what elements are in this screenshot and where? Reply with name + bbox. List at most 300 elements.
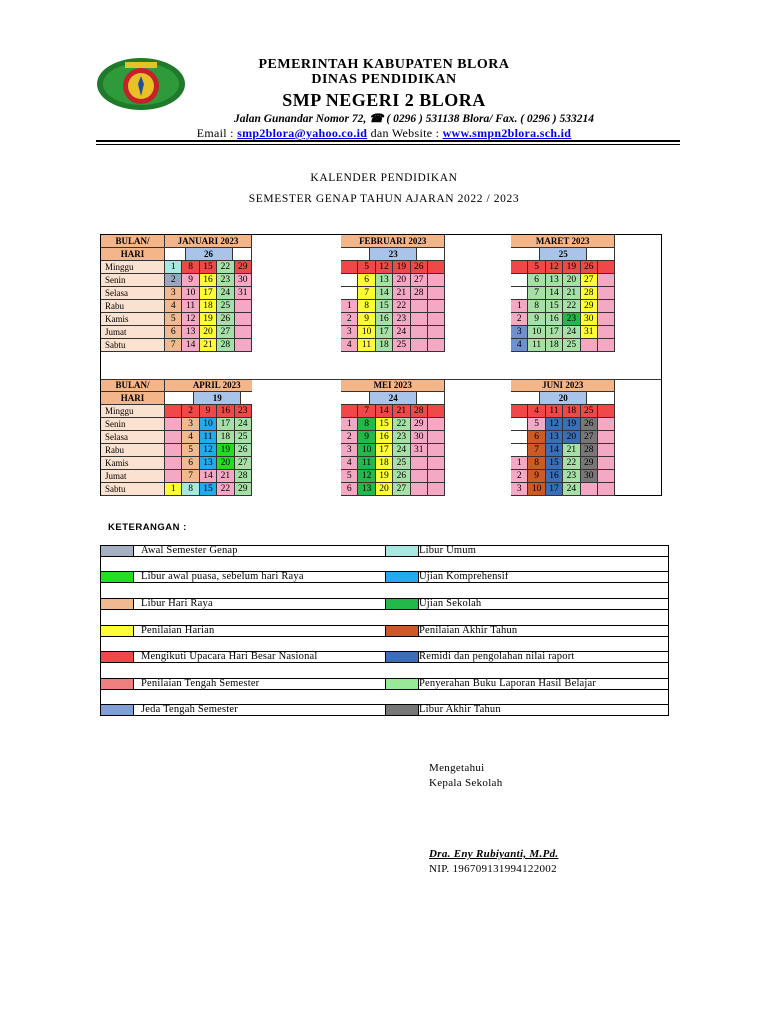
day-label: Selasa [101, 431, 165, 444]
date-cell: 22 [393, 418, 410, 431]
hari-label: HARI [101, 392, 165, 405]
date-cell: 9 [182, 274, 199, 287]
legend-spacer [100, 557, 669, 571]
date-cell: 17 [376, 444, 393, 457]
month-name: MARET 2023 [511, 235, 615, 248]
date-cell: 31 [235, 287, 252, 300]
header-government: PEMERINTAH KABUPATEN BLORA [258, 57, 510, 72]
month-name: FEBRUARI 2023 [341, 235, 445, 248]
day-label: Minggu [101, 405, 165, 418]
date-cell [411, 313, 428, 326]
date-cell: 8 [358, 300, 375, 313]
date-cell: 20 [200, 326, 217, 339]
date-cell: 8 [182, 261, 199, 274]
legend-row [100, 571, 669, 583]
date-cell [598, 274, 615, 287]
date-cell: 22 [393, 300, 410, 313]
date-cell: 3 [341, 326, 358, 339]
date-cell [165, 418, 182, 431]
date-cell: 8 [182, 483, 199, 496]
legend-swatch [385, 652, 419, 662]
date-cell [411, 339, 428, 352]
date-cell: 16 [200, 274, 217, 287]
date-cell [411, 457, 428, 470]
date-cell: 29 [235, 483, 252, 496]
legend-row [100, 678, 669, 690]
date-cell: 24 [563, 326, 580, 339]
legend-label: Ujian Sekolah [419, 598, 482, 609]
legend-spacer [100, 663, 669, 678]
date-cell: 11 [358, 339, 375, 352]
date-cell: 18 [376, 457, 393, 470]
date-cell: 23 [563, 470, 580, 483]
date-cell: 3 [511, 483, 528, 496]
date-cell: 20 [217, 457, 234, 470]
date-cell: 19 [563, 418, 580, 431]
date-cell: 12 [376, 261, 393, 274]
legend-label: Mengikuti Upacara Hari Besar Nasional [141, 651, 318, 662]
date-cell: 25 [393, 339, 410, 352]
legend-swatch [385, 572, 419, 582]
day-label: Kamis [101, 457, 165, 470]
month-name: APRIL 2023 [165, 379, 269, 392]
date-cell: 21 [393, 405, 410, 418]
date-cell: 30 [581, 470, 598, 483]
website-label: dan Website : [367, 126, 443, 140]
bulan-label: BULAN/ [101, 379, 165, 392]
date-cell: 25 [393, 457, 410, 470]
legend-swatch [385, 705, 419, 715]
legend-label: Libur Umum [419, 545, 477, 556]
legend-label: Libur awal puasa, sebelum hari Raya [141, 571, 304, 582]
date-cell [511, 261, 528, 274]
day-label: Jumat [101, 470, 165, 483]
month-separator [252, 379, 341, 496]
date-cell: 2 [341, 431, 358, 444]
date-cell: 21 [563, 444, 580, 457]
effective-days-count: 20 [539, 392, 587, 405]
date-cell: 27 [411, 274, 428, 287]
date-cell: 4 [341, 457, 358, 470]
date-cell: 27 [581, 431, 598, 444]
email-link[interactable]: smp2blora@yahoo.co.id [237, 126, 368, 140]
date-cell: 22 [563, 300, 580, 313]
date-cell: 24 [393, 444, 410, 457]
legend-swatch [385, 546, 419, 556]
legend-label: Awal Semester Genap [141, 545, 238, 556]
date-cell: 2 [182, 405, 199, 418]
date-cell: 14 [546, 444, 563, 457]
date-cell: 19 [200, 313, 217, 326]
date-cell: 23 [235, 405, 252, 418]
date-cell: 10 [358, 444, 375, 457]
effective-days-count: 23 [369, 248, 417, 261]
date-cell: 11 [200, 431, 217, 444]
date-cell [511, 274, 528, 287]
date-cell [581, 339, 598, 352]
date-cell [511, 418, 528, 431]
block-separator [101, 352, 661, 380]
legend-row [100, 704, 669, 716]
header-address: Jalan Gunandar Nomor 72, ☎ ( 0296 ) 531138 Blora/ Fax. ( 0296 ) 533214 [234, 113, 594, 125]
date-cell: 21 [217, 470, 234, 483]
date-cell: 1 [341, 418, 358, 431]
date-cell [598, 483, 615, 496]
date-cell: 1 [165, 261, 182, 274]
date-cell: 28 [411, 405, 428, 418]
month-separator [252, 235, 341, 352]
bulan-label: BULAN/ [101, 235, 165, 248]
date-cell: 7 [528, 444, 545, 457]
date-cell: 16 [376, 431, 393, 444]
date-cell: 20 [563, 274, 580, 287]
date-cell: 9 [358, 431, 375, 444]
legend-row [100, 598, 669, 610]
date-cell: 24 [217, 287, 234, 300]
day-label: Sabtu [101, 339, 165, 352]
date-cell [598, 287, 615, 300]
calendar-subtitle: SEMESTER GENAP TAHUN AJARAN 2022 / 2023 [248, 193, 520, 205]
date-cell: 19 [376, 470, 393, 483]
date-cell: 12 [546, 261, 563, 274]
legend-row [100, 651, 669, 663]
date-cell [428, 261, 445, 274]
date-cell: 13 [376, 274, 393, 287]
date-cell [598, 405, 615, 418]
header-school-name: SMP NEGERI 2 BLORA [282, 90, 486, 110]
date-cell [428, 431, 445, 444]
month-name: MEI 2023 [341, 379, 445, 392]
date-cell [235, 326, 252, 339]
legend-label: Remidi dan pengolahan nilai raport [419, 651, 575, 662]
date-cell: 4 [341, 339, 358, 352]
effective-days-count: 24 [369, 392, 417, 405]
date-cell: 6 [165, 326, 182, 339]
legend-label: Libur Akhir Tahun [419, 704, 501, 715]
date-cell: 16 [546, 313, 563, 326]
date-cell: 10 [182, 287, 199, 300]
date-cell: 20 [376, 483, 393, 496]
date-cell [428, 339, 445, 352]
date-cell: 11 [528, 339, 545, 352]
legend-spacer [100, 637, 669, 651]
date-cell: 28 [235, 470, 252, 483]
date-cell: 26 [411, 261, 428, 274]
date-cell [511, 405, 528, 418]
date-cell [598, 313, 615, 326]
date-cell [411, 470, 428, 483]
date-cell [165, 405, 182, 418]
date-cell [341, 261, 358, 274]
date-cell [341, 405, 358, 418]
date-cell: 24 [393, 326, 410, 339]
date-cell: 23 [563, 313, 580, 326]
legend-swatch [101, 546, 134, 556]
date-cell: 2 [165, 274, 182, 287]
date-cell [598, 444, 615, 457]
date-cell [411, 300, 428, 313]
legend-label: Penilaian Harian [141, 625, 215, 636]
month-name: JANUARI 2023 [165, 235, 252, 248]
legend-swatch [101, 679, 134, 689]
date-cell: 7 [358, 287, 375, 300]
date-cell [511, 287, 528, 300]
date-cell [598, 326, 615, 339]
legend-swatch [101, 626, 134, 636]
date-cell [235, 313, 252, 326]
legend-swatch [385, 679, 419, 689]
date-cell: 5 [528, 418, 545, 431]
day-label: Sabtu [101, 483, 165, 496]
date-cell: 13 [358, 483, 375, 496]
date-cell: 18 [563, 405, 580, 418]
date-cell: 18 [546, 339, 563, 352]
legend-label: Ujian Komprehensif [419, 571, 509, 582]
legend-label: Penilaian Akhir Tahun [419, 625, 518, 636]
day-label: Jumat [101, 326, 165, 339]
legend-swatch [101, 572, 134, 582]
date-cell: 28 [411, 287, 428, 300]
date-cell [511, 431, 528, 444]
date-cell: 4 [511, 339, 528, 352]
date-cell: 5 [528, 261, 545, 274]
date-cell [428, 418, 445, 431]
date-cell: 12 [358, 470, 375, 483]
date-cell: 16 [546, 470, 563, 483]
date-cell: 17 [546, 483, 563, 496]
date-cell: 15 [376, 300, 393, 313]
date-cell: 26 [581, 418, 598, 431]
legend-swatch [101, 599, 134, 609]
date-cell: 5 [341, 470, 358, 483]
date-cell: 29 [581, 457, 598, 470]
legend-swatch [385, 599, 419, 609]
date-cell: 5 [182, 444, 199, 457]
date-cell: 26 [581, 261, 598, 274]
date-cell: 23 [393, 431, 410, 444]
date-cell: 26 [393, 470, 410, 483]
principal-title: Kepala Sekolah [429, 777, 503, 789]
date-cell: 25 [581, 405, 598, 418]
date-cell: 6 [358, 274, 375, 287]
date-cell: 12 [182, 313, 199, 326]
date-cell [428, 274, 445, 287]
date-cell [428, 483, 445, 496]
date-cell: 16 [217, 405, 234, 418]
principal-nip: NIP. 196709131994122002 [429, 863, 557, 875]
date-cell [598, 339, 615, 352]
date-cell: 9 [528, 313, 545, 326]
date-cell: 10 [528, 326, 545, 339]
hari-label: HARI [101, 248, 165, 261]
date-cell: 1 [511, 300, 528, 313]
date-cell: 30 [235, 274, 252, 287]
date-cell [598, 418, 615, 431]
effective-days-count: 25 [539, 248, 587, 261]
date-cell [428, 326, 445, 339]
date-cell: 22 [217, 483, 234, 496]
date-cell: 2 [341, 313, 358, 326]
date-cell [428, 300, 445, 313]
date-cell [428, 287, 445, 300]
day-label: Minggu [101, 261, 165, 274]
date-cell: 13 [200, 457, 217, 470]
date-cell [165, 470, 182, 483]
date-cell [165, 431, 182, 444]
date-cell: 9 [200, 405, 217, 418]
date-cell: 28 [581, 444, 598, 457]
date-cell [428, 444, 445, 457]
header-rule-thin [96, 144, 680, 145]
date-cell: 10 [358, 326, 375, 339]
legend-label: Penilaian Tengah Semester [141, 678, 260, 689]
date-cell: 18 [376, 339, 393, 352]
date-cell: 29 [235, 261, 252, 274]
date-cell: 29 [411, 418, 428, 431]
date-cell: 19 [563, 261, 580, 274]
date-cell: 23 [217, 274, 234, 287]
day-label: Rabu [101, 300, 165, 313]
date-cell: 25 [235, 431, 252, 444]
date-cell: 8 [528, 300, 545, 313]
date-cell: 1 [165, 483, 182, 496]
date-cell: 27 [393, 483, 410, 496]
legend-swatch [101, 652, 134, 662]
date-cell: 6 [528, 274, 545, 287]
date-cell: 3 [511, 326, 528, 339]
date-cell [598, 431, 615, 444]
date-cell: 24 [235, 418, 252, 431]
date-cell [165, 444, 182, 457]
date-cell [165, 457, 182, 470]
date-cell [341, 287, 358, 300]
date-cell: 11 [182, 300, 199, 313]
date-cell: 12 [200, 444, 217, 457]
header-department: DINAS PENDIDIKAN [311, 72, 457, 87]
date-cell [581, 483, 598, 496]
month-separator [445, 235, 511, 352]
date-cell [598, 261, 615, 274]
principal-name: Dra. Eny Rubiyanti, M.Pd. [429, 848, 559, 860]
month-name: JUNI 2023 [511, 379, 615, 392]
date-cell: 13 [546, 274, 563, 287]
legend-label: Libur Hari Raya [141, 598, 213, 609]
calendar-title: KALENDER PENDIDIKAN [310, 172, 458, 184]
date-cell: 9 [528, 470, 545, 483]
date-cell: 28 [581, 287, 598, 300]
legend-label: Jeda Tengah Semester [141, 704, 238, 715]
day-label: Senin [101, 418, 165, 431]
date-cell: 15 [200, 483, 217, 496]
date-cell: 15 [546, 457, 563, 470]
legend-spacer [100, 690, 669, 704]
date-cell: 31 [581, 326, 598, 339]
date-cell: 7 [182, 470, 199, 483]
date-cell: 14 [546, 287, 563, 300]
date-cell: 16 [376, 313, 393, 326]
date-cell [341, 274, 358, 287]
date-cell: 11 [546, 405, 563, 418]
date-cell: 6 [182, 457, 199, 470]
date-cell: 17 [200, 287, 217, 300]
date-cell: 18 [200, 300, 217, 313]
date-cell: 26 [235, 444, 252, 457]
date-cell: 15 [376, 418, 393, 431]
date-cell [235, 300, 252, 313]
date-cell: 23 [393, 313, 410, 326]
legend-row [100, 545, 669, 557]
legend-label: Penyerahan Buku Laporan Hasil Belajar [419, 678, 597, 689]
date-cell: 14 [182, 339, 199, 352]
date-cell: 10 [200, 418, 217, 431]
date-cell: 1 [341, 300, 358, 313]
website-link[interactable]: www.smpn2blora.sch.id [442, 126, 572, 140]
date-cell: 15 [546, 300, 563, 313]
date-cell [428, 405, 445, 418]
date-cell: 19 [393, 261, 410, 274]
date-cell: 19 [217, 444, 234, 457]
date-cell: 14 [376, 287, 393, 300]
date-cell [235, 339, 252, 352]
date-cell: 21 [563, 287, 580, 300]
date-cell: 15 [200, 261, 217, 274]
date-cell: 29 [581, 300, 598, 313]
date-cell: 31 [411, 444, 428, 457]
date-cell: 30 [411, 431, 428, 444]
header-contact [0, 126, 768, 141]
date-cell: 27 [581, 274, 598, 287]
date-cell: 3 [182, 418, 199, 431]
date-cell: 13 [182, 326, 199, 339]
date-cell: 11 [358, 457, 375, 470]
date-cell: 27 [235, 457, 252, 470]
effective-days-count: 26 [185, 248, 233, 261]
email-label: Email : [196, 126, 238, 140]
date-cell: 17 [217, 418, 234, 431]
month-separator [445, 379, 511, 496]
date-cell: 4 [182, 431, 199, 444]
date-cell: 12 [546, 418, 563, 431]
date-cell: 14 [376, 405, 393, 418]
date-cell: 4 [528, 405, 545, 418]
date-cell: 27 [217, 326, 234, 339]
date-cell: 22 [217, 261, 234, 274]
date-cell: 28 [217, 339, 234, 352]
date-cell: 9 [358, 313, 375, 326]
date-cell: 5 [165, 313, 182, 326]
date-cell: 17 [546, 326, 563, 339]
legend-row [100, 625, 669, 637]
date-cell: 7 [165, 339, 182, 352]
day-label: Senin [101, 274, 165, 287]
legend-swatch [101, 705, 134, 715]
header-rule [96, 140, 680, 142]
date-cell: 20 [563, 431, 580, 444]
date-cell: 4 [165, 300, 182, 313]
legend-table [100, 545, 669, 717]
date-cell: 14 [200, 470, 217, 483]
date-cell: 17 [376, 326, 393, 339]
day-label: Selasa [101, 287, 165, 300]
date-cell: 26 [217, 313, 234, 326]
date-cell: 6 [341, 483, 358, 496]
date-cell: 2 [511, 470, 528, 483]
date-cell [598, 457, 615, 470]
date-cell: 25 [217, 300, 234, 313]
date-cell: 22 [563, 457, 580, 470]
date-cell: 6 [528, 431, 545, 444]
date-cell [598, 470, 615, 483]
